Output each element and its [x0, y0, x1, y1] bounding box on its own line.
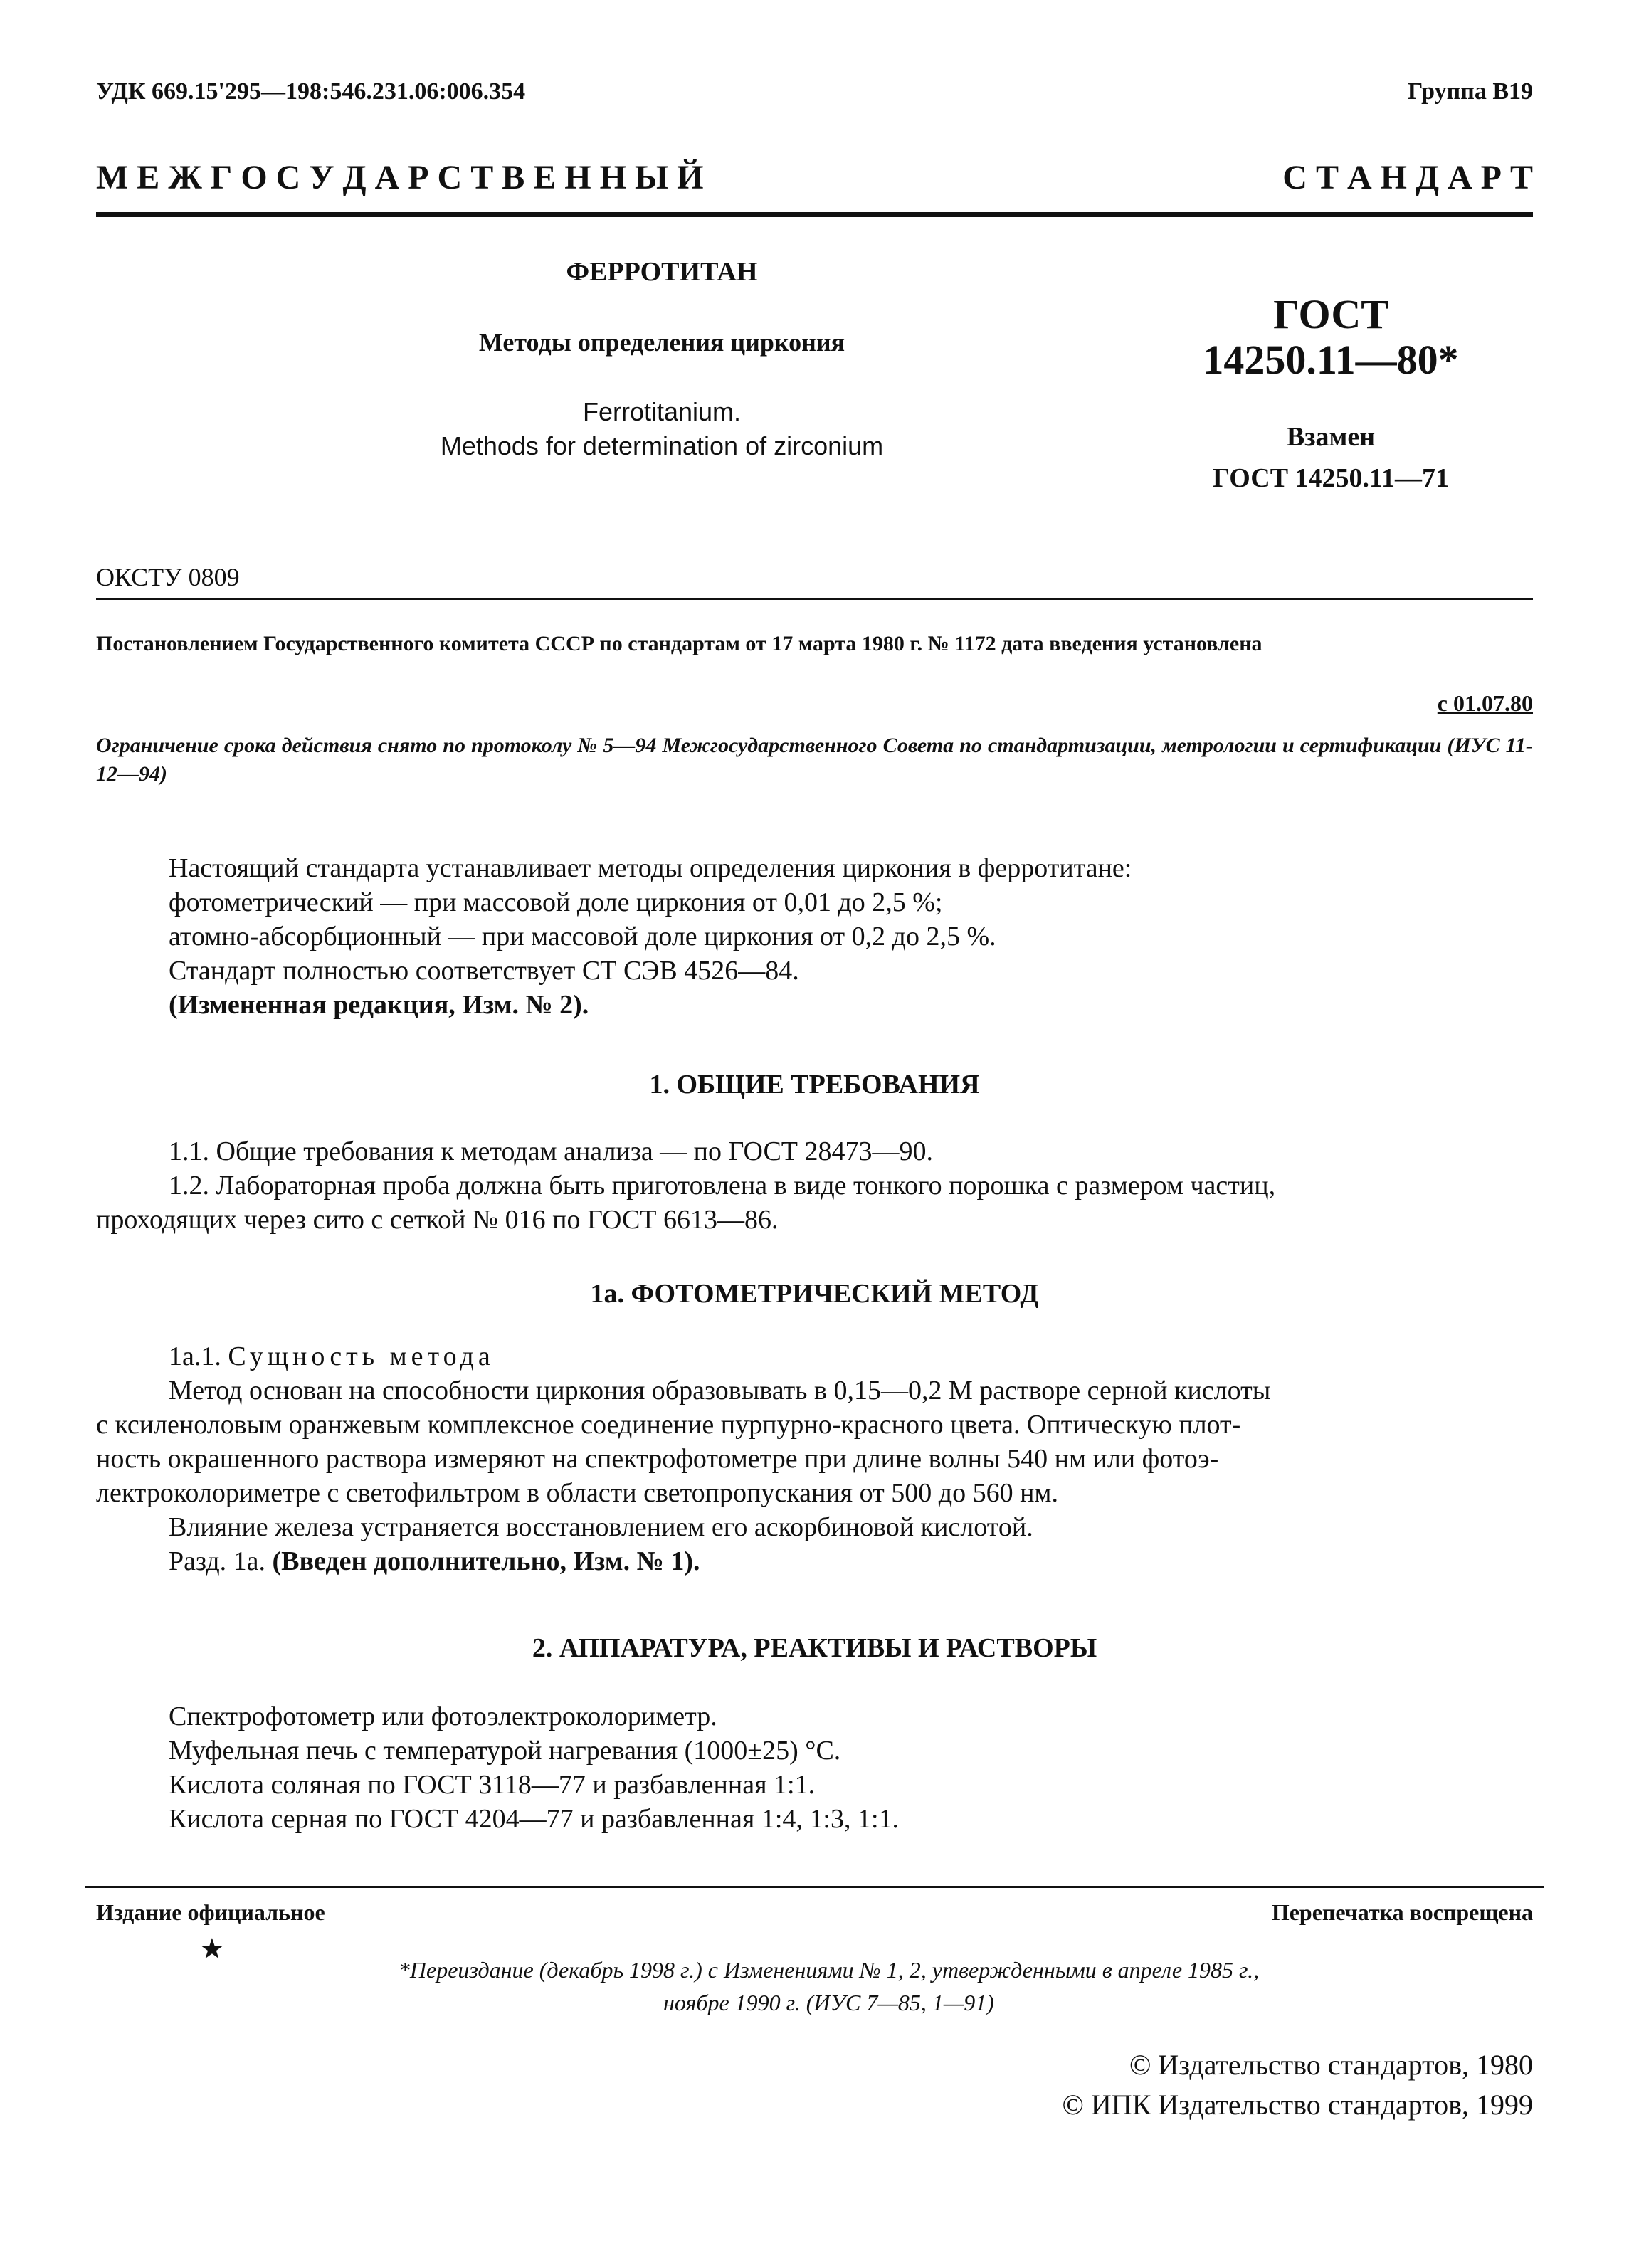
decree-text: Постановлением Государственного комитета СССР по стандартам от 17 марта 1980 г. № 1172 дата введения установлена — [96, 632, 1262, 655]
reissue-line-1: *Переиздание (декабрь 1998 г.) с Изменениями № 1, 2, утвержденными в апреле 1985 г., — [398, 1957, 1260, 1983]
english-title-line-1: Ferrotitanium. — [582, 397, 742, 426]
list-item: Кислота соляная по ГОСТ 3118—77 и разбавленная 1:1. — [169, 1770, 816, 1800]
section-2-heading: 2. АППАРАТУРА, РЕАКТИВЫ И РАСТВОРЫ — [532, 1633, 1097, 1663]
gost-label: ГОСТ — [1273, 291, 1388, 337]
section-1a-amendment-prefix: Разд. 1а. — [169, 1546, 266, 1576]
effective-date: с 01.07.80 — [1437, 690, 1533, 716]
intro-line-2: фотометрический — при массовой доле циркония от 0,01 до 2,5 %; — [169, 887, 943, 917]
star-icon: ★ — [199, 1933, 225, 1965]
official-edition-label: Издание официальное — [96, 1899, 325, 1925]
section-1-heading: 1. ОБЩИЕ ТРЕБОВАНИЯ — [649, 1070, 980, 1099]
method-line-1: Метод основан на способности циркония образовывать в 0,15—0,2 М растворе серной кислоты — [169, 1376, 1271, 1405]
footer-rule — [85, 1886, 1544, 1888]
english-title — [306, 395, 1018, 463]
no-reprint-label: Перепечатка воспрещена — [1271, 1899, 1533, 1925]
document-subtitle: Методы определения циркония — [478, 328, 845, 357]
standard-banner — [96, 158, 1533, 197]
section-1a-body — [96, 1339, 1533, 1578]
okstu-rule — [96, 598, 1533, 600]
section-1-body — [96, 1134, 1533, 1237]
reissue-note — [242, 1953, 1416, 2019]
section-2-list — [96, 1699, 1533, 1836]
replaces-block — [1110, 416, 1551, 499]
method-line-4: лектроколориметре с светофильтром в области светопропускания от 500 до 560 нм. — [96, 1478, 1058, 1508]
limit-removal-note: Ограничение срока действия снято по протоколу № 5—94 Межгосударственного Совета по стандартизации, метрологии и сертификации (ИУС 11-12—94) — [96, 734, 1533, 786]
document-title: ФЕРРОТИТАН — [566, 257, 758, 287]
method-line-2: с ксиленоловым оранжевым комплексное соединение пурпурно-красного цвета. Оптическую плот- — [96, 1410, 1241, 1440]
list-item: Спектрофотометр или фотоэлектроколориметр. — [169, 1702, 717, 1731]
reissue-line-2: ноябре 1990 г. (ИУС 7—85, 1—91) — [663, 1990, 994, 2015]
banner-left: М Е Ж Г О С У Д А Р С Т В Е Н Н Ы Й — [96, 159, 704, 196]
clause-1a-1-label: Сущность метода — [228, 1341, 495, 1371]
clause-1-2-line-1: 1.2. Лабораторная проба должна быть приготовлена в виде тонкого порошка с размером частиц, — [169, 1171, 1276, 1201]
replaces-label: Взамен — [1286, 422, 1376, 452]
clause-1-1: 1.1. Общие требования к методам анализа — по ГОСТ 28473—90. — [169, 1136, 934, 1166]
clause-1a-1-number: 1а.1. — [169, 1341, 221, 1371]
section-1a-heading: 1а. ФОТОМЕТРИЧЕСКИЙ МЕТОД — [590, 1279, 1039, 1309]
banner-rule — [96, 212, 1533, 217]
english-title-line-2: Methods for determination of zirconium — [440, 431, 884, 460]
intro-line-1: Настоящий стандарта устанавливает методы определения циркония в ферротитане: — [169, 853, 1132, 883]
intro-line-4: Стандарт полностью соответствует СТ СЭВ 4526—84. — [169, 956, 799, 986]
intro-line-3: атомно-абсорбционный — при массовой доле циркония от 0,2 до 2,5 %. — [169, 922, 996, 951]
copyright-1999: © ИПК Издательство стандартов, 1999 — [1062, 2089, 1533, 2121]
replaces-number: ГОСТ 14250.11—71 — [1213, 463, 1449, 493]
method-line-3: ность окрашенного раствора измеряют на спектрофотометре при длине волны 540 нм или фотоэ- — [96, 1444, 1219, 1474]
list-item: Кислота серная по ГОСТ 4204—77 и разбавленная 1:4, 1:3, 1:1. — [169, 1804, 900, 1834]
section-1a-amendment-note: (Введен дополнительно, Изм. № 1). — [272, 1546, 700, 1576]
copyright-1980: © Издательство стандартов, 1980 — [1129, 2049, 1533, 2081]
okstu-code: ОКСТУ 0809 — [96, 563, 240, 591]
intro-paragraph — [96, 851, 1533, 1022]
udk-code: УДК 669.15'295—198:546.231.06:006.354 — [96, 78, 526, 105]
clause-1a-1-title — [96, 1339, 1533, 1373]
gost-designation — [1110, 292, 1551, 383]
banner-right: С Т А Н Д А Р Т — [1282, 159, 1533, 196]
iron-influence-line: Влияние железа устраняется восстановлением его аскорбиновой кислотой. — [169, 1512, 1033, 1542]
list-item: Муфельная печь с температурой нагревания (1000±25) °С. — [169, 1736, 841, 1766]
section-1a-amendment — [96, 1544, 1533, 1578]
clause-1-2-line-2: проходящих через сито с сеткой № 016 по ГОСТ 6613—86. — [96, 1205, 779, 1235]
group-code: Группа В19 — [1407, 78, 1533, 105]
intro-line-5: (Измененная редакция, Изм. № 2). — [169, 990, 589, 1020]
gost-number: 14250.11—80* — [1203, 337, 1459, 383]
